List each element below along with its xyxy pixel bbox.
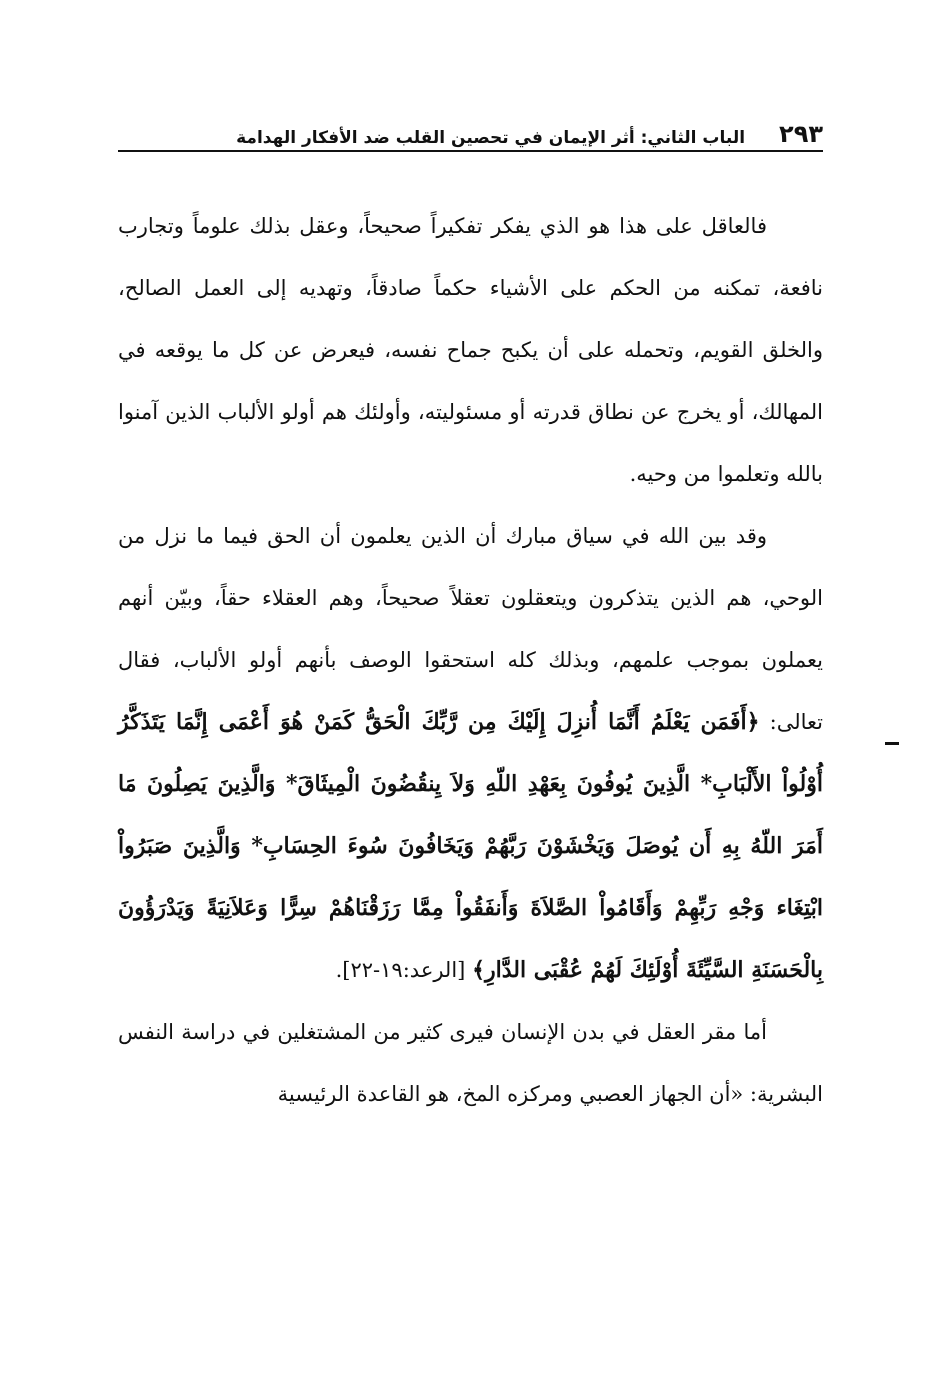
paragraph-1: فالعاقل على هذا هو الذي يفكر تفكيراً صحيحاً، وعقل بذلك علوماً وتجارب نافعة، تمكنه من الحكم على الأشياء حكماً صادقاً، وتهديه إلى العمل الصالح، والخلق القويم، وتحمله على أن يكبح جماح نفسه، فيعرض عن كل ما يوقعه في المهالك، أو يخرج عن نطاق قدرته أو مسئوليته، وأولئك هم أولو الألباب الذين آمنوا بالله وتعلموا من وحيه. — [118, 214, 823, 486]
quran-verse: ﴿أَفَمَن يَعْلَمُ أَنَّمَا أُنزِلَ إِلَيْكَ مِن رَّبِّكَ الْحَقُّ كَمَنْ هُوَ أَعْمَى إِنَّمَا يَتَذَكَّرُ أُوْلُواْ الأَلْبَابِ* الَّذِينَ يُوفُونَ بِعَهْدِ اللّهِ وَلاَ يِنقُضُونَ الْمِيثَاقَ* وَالَّذِينَ يَصِلُونَ مَا أَمَرَ اللّهُ بِهِ أَن يُوصَلَ وَيَخْشَوْنَ رَبَّهُمْ وَيَخَافُونَ سُوءَ الحِسَابِ* وَالَّذِينَ صَبَرُواْ ابْتِغَاء وَجْهِ رَبِّهِمْ وَأَقَامُواْ الصَّلاَةَ وَأَنفَقُواْ مِمَّا رَزَقْنَاهُمْ سِرًّا وَعَلاَنِيَةً وَيَدْرَؤُونَ بِالْحَسَنَةِ السَّيِّئَةَ أُوْلَئِكَ لَهُمْ عُقْبَى الدَّارِ﴾ — [118, 709, 823, 983]
paragraph-2-intro: وقد بين الله في سياق مبارك أن الذين يعلمون أن الحق فيما ما نزل من الوحي، هم الذين يتذكرون ويتعقلون تعقلاً صحيحاً، وهم العقلاء حقاً، وبيّن أنهم يعملون بموجب علمهم، وبذلك كله استحقوا الوصف بأنهم أولو الألباب، فقال تعالى: — [118, 524, 823, 734]
chapter-title: الباب الثاني: أثر الإيمان في تحصين القلب ضد الأفكار الهدامة — [236, 128, 746, 148]
body-text — [118, 195, 823, 1125]
header-rule — [118, 150, 823, 152]
margin-mark — [885, 742, 899, 745]
paragraph-3: أما مقر العقل في بدن الإنسان فيرى كثير من المشتغلين في دراسة النفس البشرية: «أن الجهاز العصبي ومركزه المخ، هو القاعدة الرئيسية — [118, 1020, 823, 1106]
running-header — [118, 108, 823, 148]
page-number: ٢٩٣ — [779, 120, 823, 148]
paragraph-2 — [118, 505, 823, 1001]
verse-citation: [الرعد:١٩-٢٢]. — [335, 958, 466, 982]
